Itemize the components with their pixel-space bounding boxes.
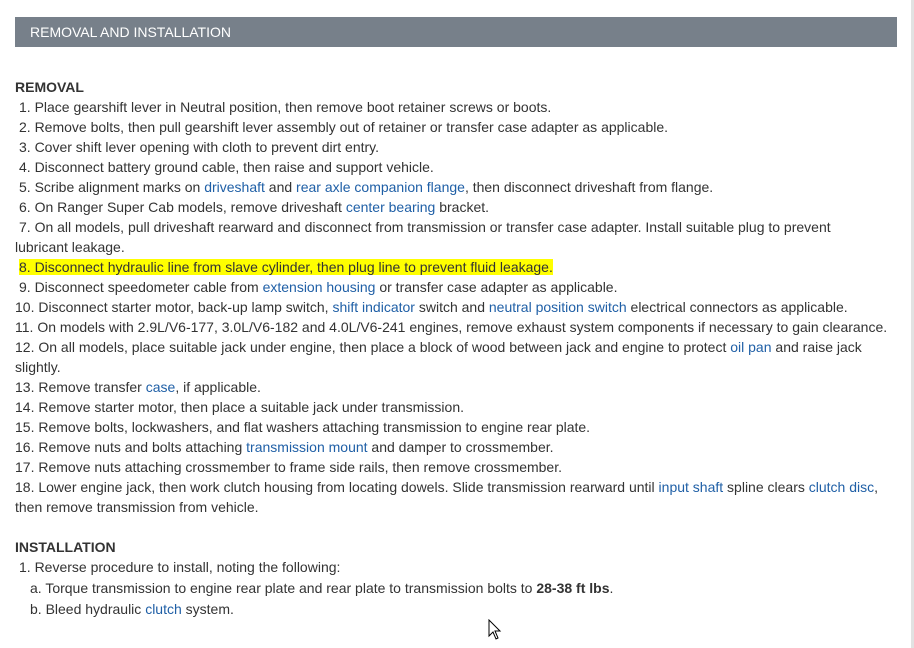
step-text: electrical connectors as applicable. xyxy=(626,299,848,315)
link-oil-pan[interactable]: oil pan xyxy=(730,339,772,355)
removal-step-9 xyxy=(15,277,900,297)
section-header-title: REMOVAL AND INSTALLATION xyxy=(30,24,231,40)
step-text: switch and xyxy=(414,299,489,315)
removal-step-16 xyxy=(15,437,900,457)
step-text: bracket. xyxy=(435,199,490,215)
step-text: , if applicable. xyxy=(175,379,261,395)
step-text: , then disconnect driveshaft from flange. xyxy=(464,179,714,195)
step-text: and damper to crossmember. xyxy=(367,439,554,455)
link-input-shaft[interactable]: input shaft xyxy=(658,479,724,495)
spacer xyxy=(15,517,900,537)
installation-substep-b xyxy=(15,599,900,619)
removal-step-4: 4. Disconnect battery ground cable, then raise and support vehicle. xyxy=(19,159,434,175)
section-header xyxy=(15,17,897,47)
step-text: system. xyxy=(181,601,234,617)
removal-step-6 xyxy=(15,197,900,217)
step-text: 5. Scribe alignment marks on xyxy=(19,179,205,195)
step-text: and raise jack xyxy=(771,339,862,355)
link-rear-axle-companion-flange[interactable]: rear axle companion flange xyxy=(296,179,465,195)
removal-step-13 xyxy=(15,377,900,397)
link-extension-housing[interactable]: extension housing xyxy=(262,279,376,295)
removal-step-5 xyxy=(15,177,900,197)
removal-step-14: 14. Remove starter motor, then place a suitable jack under transmission. xyxy=(15,399,464,415)
removal-step-3: 3. Cover shift lever opening with cloth to prevent dirt entry. xyxy=(19,139,380,155)
installation-substep-a xyxy=(15,578,900,598)
procedure-content xyxy=(15,77,900,619)
highlighted-text: 8. Disconnect hydraulic line from slave cylinder, then plug line to prevent fluid leakage. xyxy=(19,259,553,275)
link-case[interactable]: case xyxy=(145,379,176,395)
link-clutch-disc[interactable]: clutch disc xyxy=(808,479,875,495)
removal-step-1: 1. Place gearshift lever in Neutral position, then remove boot retainer screws or boots. xyxy=(19,99,552,115)
removal-step-18 xyxy=(15,477,900,497)
step-text: 10. Disconnect starter motor, back-up lamp switch, xyxy=(15,299,333,315)
removal-step-18-continued: then remove transmission from vehicle. xyxy=(15,499,259,515)
link-driveshaft[interactable]: driveshaft xyxy=(204,179,265,195)
link-clutch[interactable]: clutch xyxy=(145,601,182,617)
step-text: spline clears xyxy=(723,479,809,495)
removal-step-12-continued: slightly. xyxy=(15,359,61,375)
step-text: b. Bleed hydraulic xyxy=(30,601,146,617)
installation-heading: INSTALLATION xyxy=(15,539,116,555)
removal-step-7-continued: lubricant leakage. xyxy=(15,239,125,255)
step-text: 18. Lower engine jack, then work clutch housing from locating dowels. Slide transmission rearward until xyxy=(15,479,659,495)
removal-step-17: 17. Remove nuts attaching crossmember to frame side rails, then remove crossmember. xyxy=(15,459,562,475)
step-text: 6. On Ranger Super Cab models, remove driveshaft xyxy=(19,199,346,215)
step-text: 16. Remove nuts and bolts attaching xyxy=(15,439,247,455)
step-text: or transfer case adapter as applicable. xyxy=(375,279,618,295)
step-text: and xyxy=(264,179,297,195)
mouse-pointer-icon xyxy=(488,619,502,641)
removal-step-11: 11. On models with 2.9L/V6-177, 3.0L/V6-182 and 4.0L/V6-241 engines, remove exhaust system components if necessary to gain clearance. xyxy=(15,319,888,335)
step-text: 12. On all models, place suitable jack under engine, then place a block of wood between jack and engine to protect xyxy=(15,339,731,355)
link-transmission-mount[interactable]: transmission mount xyxy=(246,439,368,455)
installation-step-1: 1. Reverse procedure to install, noting the following: xyxy=(19,559,341,575)
removal-step-10 xyxy=(15,297,900,317)
step-text: , xyxy=(874,479,878,495)
step-text: a. Torque transmission to engine rear plate and rear plate to transmission bolts to xyxy=(30,580,537,596)
step-text: . xyxy=(609,580,614,596)
step-text: 9. Disconnect speedometer cable from xyxy=(19,279,263,295)
step-text: 13. Remove transfer xyxy=(15,379,146,395)
removal-step-8-highlighted xyxy=(15,257,900,277)
torque-value: 28-38 ft lbs xyxy=(536,580,610,596)
removal-heading: REMOVAL xyxy=(15,79,84,95)
removal-step-7: 7. On all models, pull driveshaft rearward and disconnect from transmission or transfer case adapter. Install suitable plug to prevent xyxy=(19,219,831,235)
link-center-bearing[interactable]: center bearing xyxy=(345,199,436,215)
removal-step-12 xyxy=(15,337,900,357)
removal-step-2: 2. Remove bolts, then pull gearshift lever assembly out of retainer or transfer case adapter as applicable. xyxy=(19,119,669,135)
link-neutral-position-switch[interactable]: neutral position switch xyxy=(488,299,627,315)
link-shift-indicator[interactable]: shift indicator xyxy=(332,299,415,315)
removal-step-15: 15. Remove bolts, lockwashers, and flat washers attaching transmission to engine rear plate. xyxy=(15,419,591,435)
